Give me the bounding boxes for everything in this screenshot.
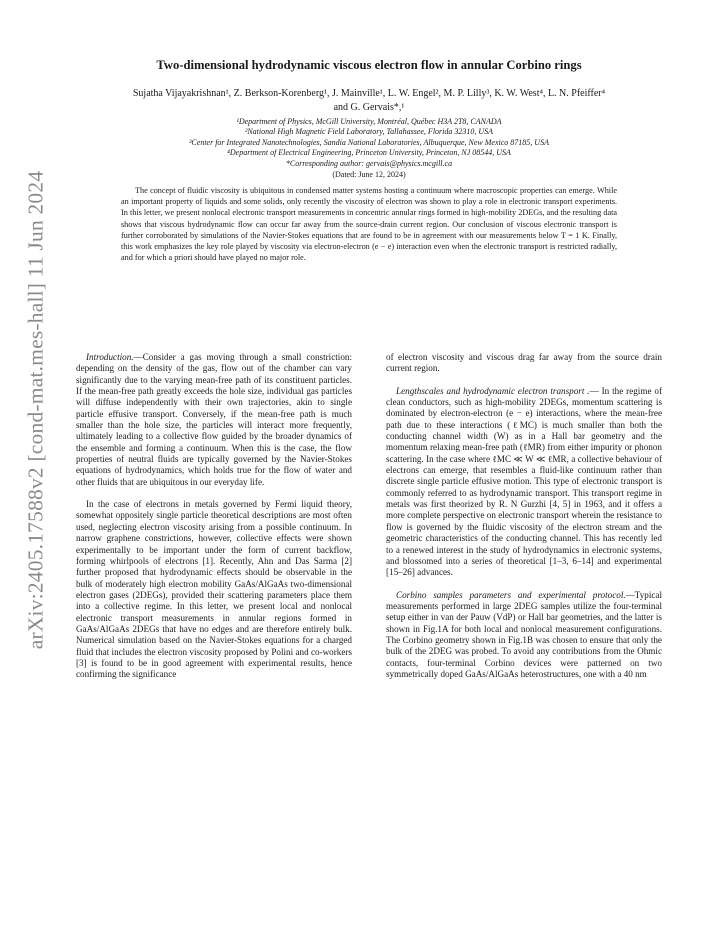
affiliation-2: ²National High Magnetic Field Laboratory, Tallahassee, Florida 32310, USA bbox=[244, 127, 494, 137]
paragraph-lead: Lengthscales and hydrodynamic electron transport . bbox=[396, 385, 590, 396]
paragraph-text: — In the regime of clean conductors, such as high-mobility 2DEGs, momentum scattering is dominated by electron-electron (e − e) interactions, where the mean-free path due to these interactions (ℓMC) is much smaller than both the conducting channel width (W) as in a Hall bar geometry and the momentum relaxing mean-free path (ℓMR) from either impurity or phonon scattering. In the case where ℓMC ≪ W ≪ ℓMR, a collective behaviour of electrons can emerge, that resembles a fluid-like continuum rather than discrete single particle effusive motion. This type of electronic transport is commonly referred to as hydrodynamic transport. This transport regime in metals was first theorized by R. N Gurzhi [4, 5] in 1963, and it offers a more complete perspective on electronic transport wherein the resistance to flow is governed by the fluidic viscosity of the electron stream and the geometric characteristics of the conducting channel. This has recently led to a renewed interest in the study of hydrodynamics in electronic systems, and blossomed into a series of theoretical [1–3, 6–14] and experimental [15–26] advances. bbox=[386, 385, 663, 578]
paper-title: Two-dimensional hydrodynamic viscous electron flow in annular Corbino rings bbox=[156, 58, 582, 72]
paragraph-fermi-liquid bbox=[76, 499, 352, 681]
paragraph-lengthscales bbox=[386, 386, 662, 579]
date-line: (Dated: June 12, 2024) bbox=[332, 170, 406, 180]
paragraph-text: —Consider a gas moving through a small constriction: depending on the density of the gas, flow out of the chamber can vary significantly due to the varying mean-free path of its constituent particles. If the mean-free path greatly exceeds the hole size, individual gas particles will diffuse independently with their own trajectories, akin to single particle effusive transport. Conversely, if the mean-free path is much smaller than the hole size, the particles will interact more frequently, ultimately leading to a collective flow guided by the broader dynamics of the ensemble and forming a continuum. When this is the case, the flow properties of neutral fluids are typically governed by the Navier-Stokes equations of hydrodynamics, which holds true for the flow of water and other fluids that are ubiquitous in our everyday life. bbox=[76, 352, 352, 487]
paragraph-text: —Typical measurements performed in large 2DEG samples utilize the four-terminal setup either in van der Pauw (VdP) or Hall bar geometries, and the latter is shown in Fig.1A for both local and nonlocal measurement configurations. The Corbino geometry shown in Fig.1B was chosen to ensure that only the bulk of the 2DEG was probed. To avoid any contributions from the Ohmic contacts, four-terminal Corbino devices were patterned on two symmetrically doped GaAs/AlGaAs heterostructures, one with a 40 nm bbox=[386, 589, 662, 679]
paragraph-corbino-samples bbox=[386, 590, 662, 681]
paragraph-continuation bbox=[386, 352, 662, 375]
affiliation-1: ¹Department of Physics, McGill University, Montréal, Québec H3A 2T8, CANADA bbox=[236, 117, 502, 126]
body-columns bbox=[76, 352, 662, 681]
paragraph-lead: Corbino samples parameters and experimental protocol. bbox=[396, 589, 626, 600]
corresponding-author: *Corresponding author: gervais@physics.mcgill.ca bbox=[285, 158, 453, 168]
affiliation-3: ³Center for Integrated Nanotechnologies, Sandia National Laboratories, Albuquerque, New Mexico 87185, USA bbox=[189, 137, 549, 147]
arxiv-sidebar bbox=[0, 0, 54, 932]
arxiv-identifier: arXiv:2405.17588v2 [cond-mat.mes-hall] 11 Jun 2024 bbox=[23, 170, 48, 650]
author-list: Sujatha Vijayakrishnan¹, Z. Berkson-Korenberg¹, J. Mainville¹, L. W. Engel², M. P. Lilly³, K. W. West⁴, L. N. Pfeiffer⁴ and G. Gervais*,¹ bbox=[132, 88, 606, 113]
right-column bbox=[386, 352, 662, 681]
paragraph-text: In the case of electrons in metals governed by Fermi liquid theory, somewhat oppositely single particle theoretical descriptions are most often used, neglecting electron viscosity arising from a possible continuum. In narrow graphene constrictions, however, collective effects were shown experimentally to be important under the form of current backflow, forming whirlpools of electrons [1]. Recently, Ahn and Das Sarma [2] further proposed that hydrodynamic effects should be observable in the bulk of moderately high electron mobility GaAs/AlGaAs two-dimensional electron gases (2DEGs), provided their scattering parameters place them into a collective regime. In this letter, we present local and nonlocal electronic transport measurements in annular regions formed in GaAs/AlGaAs 2DEGs that have no edges and are therefore entirely bulk. Numerical simulation based on the Navier-Stokes equations for a charged fluid that includes the electron viscosity proposed by Polini and co-workers [3] is found to be in good agreement with experimental results, hence confirming the significance bbox=[76, 499, 352, 680]
affiliation-4: ⁴Department of Electrical Engineering, Princeton University, Princeton, NJ 08544, USA bbox=[227, 148, 511, 158]
paper-page bbox=[76, 58, 663, 680]
left-column bbox=[76, 352, 352, 681]
abstract: The concept of fluidic viscosity is ubiquitous in condensed matter systems hosting a continuum where macroscopic properties can emerge. While an important property of liquids and some solids, only recently the viscosity of electron was shown to play a role in electronic transport experiments. In this letter, we present nonlocal electronic transport measurements in concentric annular rings formed in high-mobility 2DEGs, and the resulting data shows that viscous hydrodynamic flow can occur far away from the source-drain current region. Our conclusion of viscous electronic transport is further corroborated by simulations of the Navier-Stokes equations that are found to be in agreement with our measurements below T = 1 K. Finally, this work emphasizes the key role played by viscosity via electron-electron (e − e) interaction even when the electronic transport is restricted radially, and for which a priori should have played no major role. bbox=[121, 186, 617, 263]
paragraph-text: of electron viscosity and viscous drag far away from the source drain current region. bbox=[386, 352, 662, 374]
paragraph-lead: Introduction. bbox=[86, 352, 134, 362]
affiliations bbox=[76, 117, 662, 169]
paragraph-introduction bbox=[76, 352, 352, 488]
